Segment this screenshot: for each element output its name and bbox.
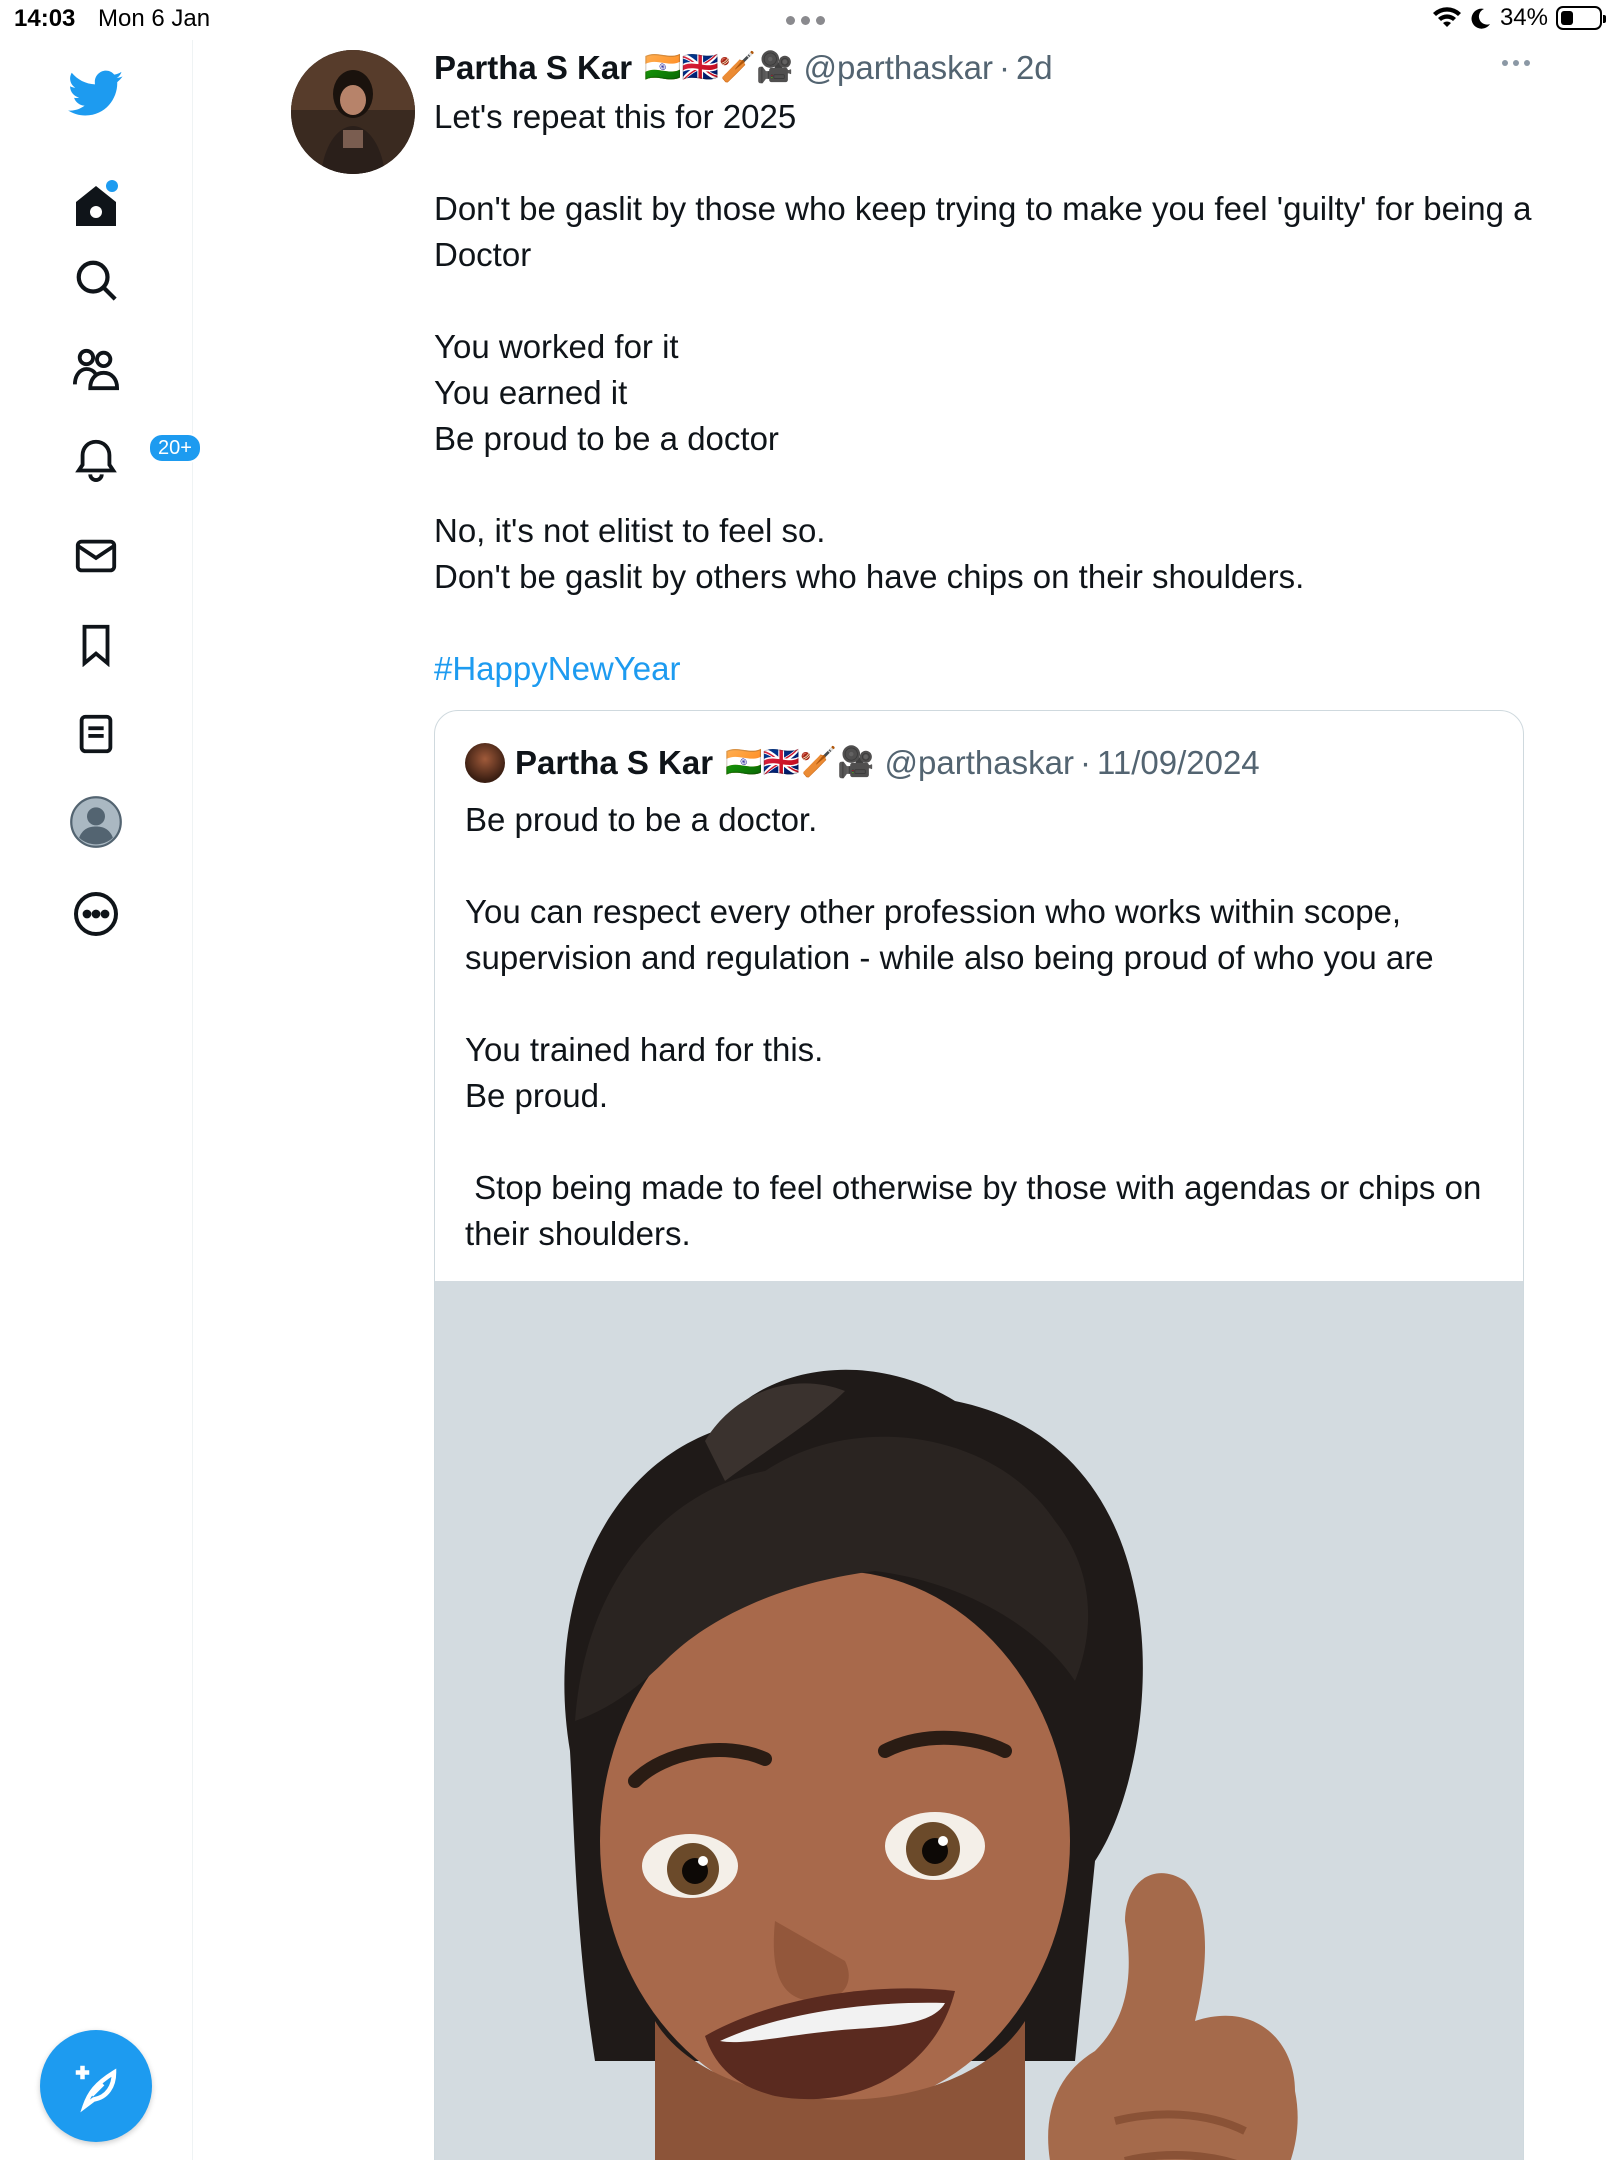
tweet-line: Don't be gaslit by others who have chips on their shoulders. [434, 558, 1305, 595]
tweet-text [434, 94, 1544, 692]
battery-percent: 34% [1499, 4, 1548, 31]
quoted-author-name: Partha S Kar [515, 744, 714, 781]
sidebar-item-notifications[interactable] [60, 423, 192, 495]
tweet-timestamp[interactable]: 2d [1015, 49, 1053, 86]
quoted-line [465, 1119, 1495, 1165]
sidebar-item-lists[interactable] [60, 698, 132, 770]
tweet-more-button[interactable] [1502, 60, 1530, 66]
sidebar-item-profile[interactable] [60, 786, 132, 858]
status-date: Mon 6 Jan [98, 5, 211, 32]
hashtag-link[interactable]: #HappyNewYear [434, 650, 681, 687]
quoted-author-emoji-badges: 🇮🇳🇬🇧🏏🎥 [725, 746, 875, 779]
quoted-line: Be proud to be a doctor. [465, 801, 818, 838]
battery-fill [1561, 11, 1573, 25]
twitter-logo-icon[interactable] [60, 58, 132, 130]
quoted-author-handle: @parthaskar [884, 744, 1074, 781]
quoted-line: Stop being made to feel otherwise by those with agendas or chips on their shoulders. [465, 1169, 1491, 1252]
tweet-line [434, 278, 1544, 324]
quoted-line: You trained hard for this. [465, 1031, 824, 1068]
tweet-line: You earned it [434, 374, 628, 411]
status-time: 14:03 [14, 5, 76, 32]
compose-tweet-button[interactable] [40, 2030, 152, 2142]
battery-icon [1556, 6, 1602, 30]
sidebar-item-explore[interactable] [60, 244, 132, 316]
quoted-tweet[interactable] [434, 710, 1524, 2160]
list-icon [73, 711, 119, 757]
author-avatar[interactable] [291, 50, 415, 174]
sidebar [0, 40, 193, 2160]
multitasking-dots[interactable] [786, 16, 825, 25]
tweet-line: Be proud to be a doctor [434, 420, 779, 457]
memoji-thumbs-up-image [435, 1281, 1524, 2160]
compose-feather-icon [69, 2059, 123, 2113]
sidebar-item-communities[interactable] [60, 333, 132, 405]
tweet-line: You worked for it [434, 328, 679, 365]
tweet-line [434, 140, 1544, 186]
sidebar-item-home[interactable] [60, 170, 132, 242]
author-name[interactable]: Partha S Kar [434, 49, 633, 86]
home-unread-dot [106, 180, 118, 192]
quoted-author-avatar [465, 743, 505, 783]
mail-icon [73, 533, 119, 579]
quoted-line: Be proud. [465, 1077, 609, 1114]
tweet-header [434, 44, 1053, 92]
tweet-line [434, 462, 1544, 508]
quoted-header-separator: · [1079, 744, 1091, 781]
tweet-line: No, it's not elitist to feel so. [434, 512, 826, 549]
sidebar-item-messages[interactable] [60, 520, 132, 592]
status-bar [0, 0, 1620, 40]
quoted-line: You can respect every other profession who works within scope, supervision and regulation - while also being proud of who you are [465, 893, 1434, 976]
quoted-line [465, 981, 1495, 1027]
quoted-tweet-image[interactable] [435, 1281, 1524, 2160]
moon-icon [1470, 6, 1492, 30]
author-emoji-badges: 🇮🇳🇬🇧🏏🎥 [644, 51, 794, 84]
search-icon [73, 257, 119, 303]
sidebar-item-more[interactable] [60, 878, 132, 950]
wifi-icon [1432, 6, 1462, 30]
quoted-tweet-text [465, 797, 1495, 1257]
header-separator: · [998, 49, 1010, 86]
bell-icon [73, 436, 119, 482]
tweet-line [434, 600, 1544, 646]
more-icon [72, 890, 120, 938]
status-right [1432, 4, 1602, 32]
author-handle[interactable]: @parthaskar [803, 49, 993, 86]
tweet-line: Let's repeat this for 2025 [434, 98, 797, 135]
bookmark-icon [73, 621, 119, 667]
tweet[interactable] [193, 40, 1620, 2160]
quoted-line [465, 843, 1495, 889]
sidebar-item-bookmarks[interactable] [60, 608, 132, 680]
profile-icon [69, 795, 123, 849]
tweet-line: Don't be gaslit by those who keep trying to make you feel 'guilty' for being a Doctor [434, 190, 1532, 273]
quoted-tweet-date: 11/09/2024 [1096, 744, 1260, 781]
quoted-tweet-header [465, 741, 1260, 785]
people-icon [71, 346, 121, 392]
notifications-badge: 20+ [148, 433, 202, 463]
